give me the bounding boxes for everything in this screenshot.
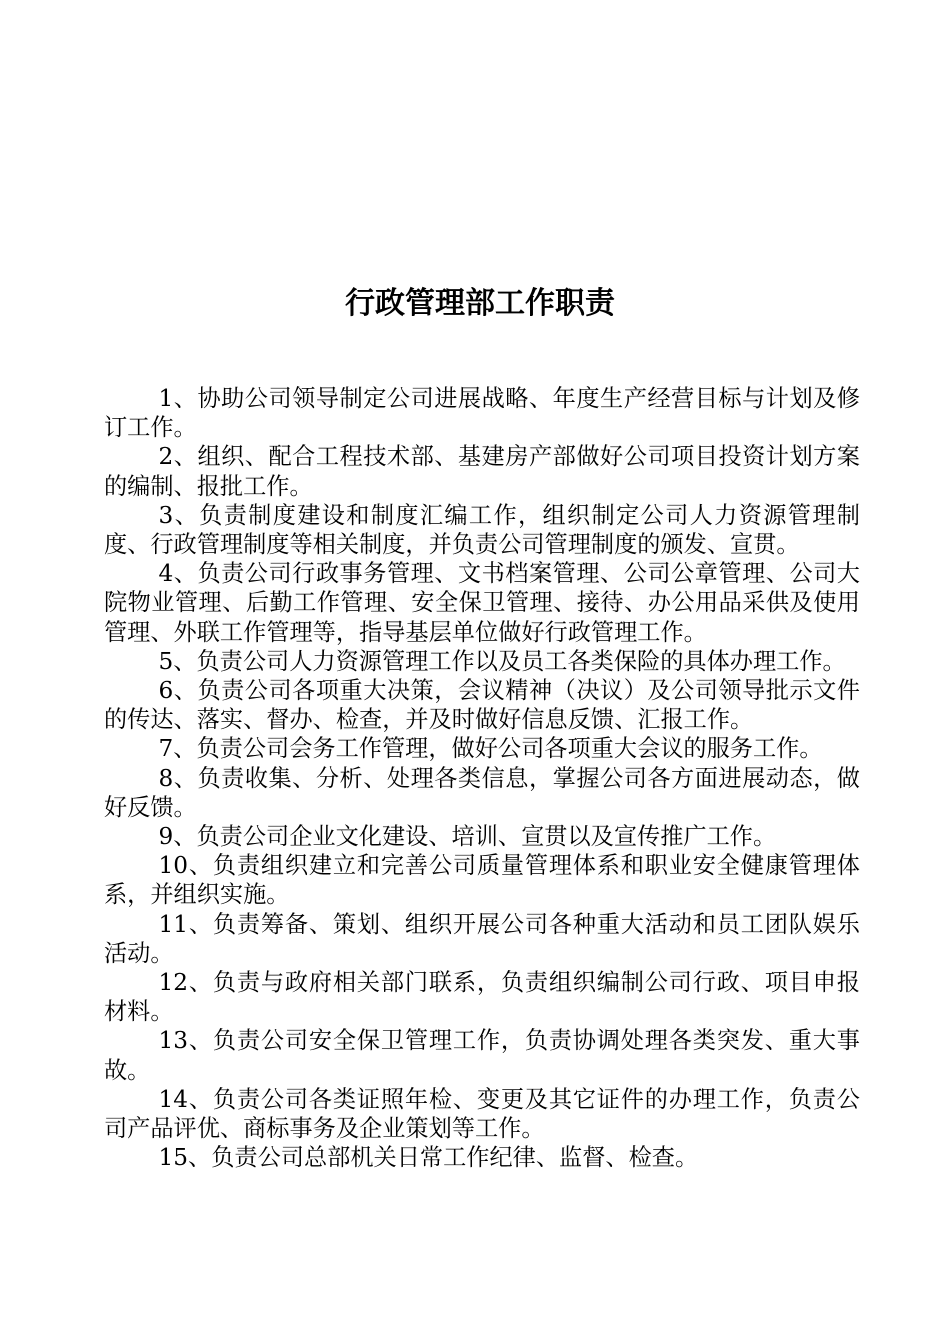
duty-item-1: 1、协助公司领导制定公司进展战略、年度生产经营目标与计划及修订工作。 <box>104 385 860 442</box>
duty-item-10: 10、负责组织建立和完善公司质量管理体系和职业安全健康管理体系，并组织实施。 <box>104 852 860 909</box>
duty-item-7: 7、负责公司会务工作管理，做好公司各项重大会议的服务工作。 <box>158 735 823 763</box>
duty-item-12: 12、负责与政府相关部门联系，负责组织编制公司行政、项目申报材料。 <box>104 969 860 1026</box>
duty-item-8: 8、负责收集、分析、处理各类信息，掌握公司各方面进展动态，做好反馈。 <box>104 764 860 821</box>
duty-item-13: 13、负责公司安全保卫管理工作，负责协调处理各类突发、重大事故。 <box>104 1027 860 1084</box>
document-title: 行政管理部工作职责 <box>345 286 615 321</box>
duty-item-15: 15、负责公司总部机关日常工作纪律、监督、检查。 <box>158 1144 699 1172</box>
duty-item-14: 14、负责公司各类证照年检、变更及其它证件的办理工作，负责公司产品评优、商标事务及企业策划等工作。 <box>104 1085 860 1143</box>
duty-item-2: 2、组织、配合工程技术部、基建房产部做好公司项目投资计划方案的编制、报批工作。 <box>104 443 860 500</box>
duty-item-9: 9、负责公司企业文化建设、培训、宣贯以及宣传推广工作。 <box>158 823 777 851</box>
duty-item-3: 3、负责制度建设和制度汇编工作，组织制定公司人力资源管理制度、行政管理制度等相关制度，并负责公司管理制度的颁发、宣贯。 <box>104 501 860 559</box>
duty-item-4: 4、负责公司行政事务管理、文书档案管理、公司公章管理、公司大院物业管理、后勤工作管理、安全保卫管理、接待、办公用品采供及使用管理、外联工作管理等，指导基层单位做好行政管理工作。 <box>104 560 860 646</box>
duty-item-6: 6、负责公司各项重大决策，会议精神（决议）及公司领导批示文件的传达、落实、督办、检查，并及时做好信息反馈、汇报工作。 <box>104 677 860 734</box>
duty-item-11: 11、负责筹备、策划、组织开展公司各种重大活动和员工团队娱乐活动。 <box>104 910 860 967</box>
duty-list <box>104 384 860 1172</box>
duty-item-5: 5、负责公司人力资源管理工作以及员工各类保险的具体办理工作。 <box>158 647 846 675</box>
